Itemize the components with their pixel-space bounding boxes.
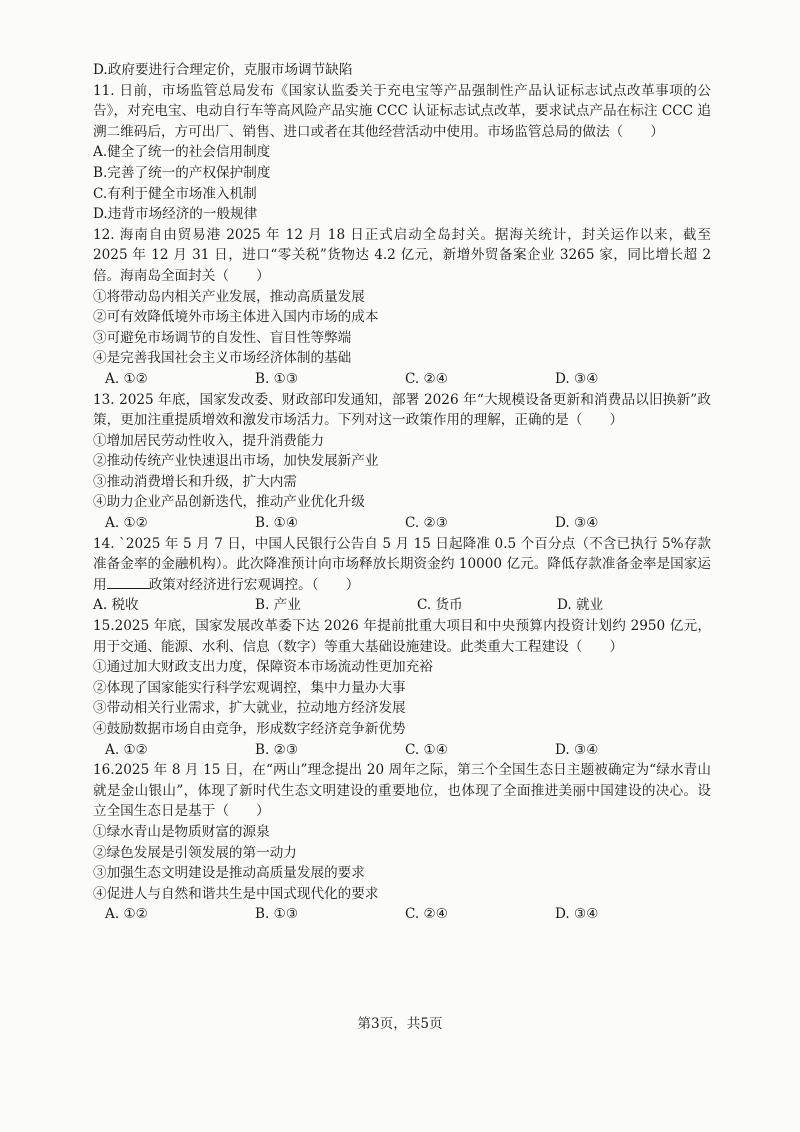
statement-2: ②推动传统产业快速退出市场，加快发展新产业 — [93, 453, 379, 470]
question-stem: 13. 2025 年底，国家发改委、财政部印发通知，部署 2026 年“大规模设备更新和消费品以旧换新”政策，更加注重提质增效和激发市场活力。下列对这一政策作用的理解，正确的是（ ） — [93, 391, 711, 429]
fill-in-blank — [107, 576, 149, 589]
option-c: C. ②④ — [405, 370, 448, 387]
page-number-footer: 第3页，共5页 — [357, 1016, 443, 1032]
statement-4: ④促进人与自然和谐共生是中国式现代化的要求 — [93, 885, 379, 902]
option-d: D. ③④ — [555, 906, 599, 923]
statement-4: ④是完善我国社会主义市场经济体制的基础 — [93, 350, 352, 367]
statement-4: ④鼓励数据市场自由竞争，形成数字经济竞争新优势 — [93, 721, 406, 737]
previous-question-option-d: D.政府要进行合理定价，克服市场调节缺陷 — [93, 62, 353, 78]
option-b: B. 产业 — [255, 597, 301, 614]
option-d: D. ③④ — [555, 741, 599, 758]
statement-2: ②绿色发展是引领发展的第一动力 — [93, 844, 297, 861]
question-14 — [93, 534, 711, 616]
option-a: A. ①② — [105, 906, 148, 923]
question-stem — [93, 534, 711, 596]
question-11 — [93, 81, 711, 225]
question-stem-part-2: 政策对经济进行宏观调控。（ ） — [148, 576, 360, 593]
option-b: B. ②③ — [255, 741, 299, 758]
statement-4: ④助力企业产品创新迭代，推动产业优化升级 — [93, 494, 365, 511]
statement-1: ①将带动岛内相关产业发展，推动高质量发展 — [93, 288, 365, 305]
question-12 — [93, 225, 711, 390]
option-c: C. ②③ — [405, 515, 448, 532]
option-a: A. 税收 — [93, 597, 139, 614]
question-15 — [93, 616, 711, 760]
question-13 — [93, 390, 711, 534]
option-d: D.违背市场经济的一般规律 — [93, 206, 258, 223]
option-a: A.健全了统一的社会信用制度 — [93, 144, 271, 161]
page-content — [93, 60, 711, 925]
option-b: B. ①③ — [255, 906, 299, 923]
statement-3: ③推动消费增长和升级，扩大内需 — [93, 473, 297, 490]
statement-3: ③加强生态文明建设是推动高质量发展的要求 — [93, 865, 365, 882]
option-c: C.有利于健全市场准入机制 — [93, 185, 257, 202]
answer-options — [93, 369, 711, 390]
question-stem-part-1: 14. `2025 年 5 月 7 日，中国人民银行公告自 5 月 15 日起降准 0.5 个百分点（不含已执行 5%存款准备金率的金融机构）。此次降准预计向市场释放长期资金约 10000 亿元。降低存款准备金率是国家运用 — [93, 535, 711, 593]
option-b: B.完善了统一的产权保护制度 — [93, 164, 271, 181]
option-a: A. ①② — [105, 515, 148, 532]
option-a: A. ①② — [105, 370, 148, 387]
question-stem: 15.2025 年底，国家发展改革委下达 2026 年提前批重大项目和中央预算内投资计划约 2950 亿元，用于交通、能源、水利、信息（数字）等重大基础设施建设。此类重大工程建设（ ） — [93, 618, 711, 655]
answer-options — [93, 904, 711, 925]
question-stem: 16.2025 年 8 月 15 日，在“两山”理念提出 20 周年之际，第三个全国生态日主题被确定为“绿水青山就是金山银山”，体现了新时代生态文明建设的重要地位，也体现了全面推进美丽中国建设的决心。设立全国生态日是基于（ ） — [93, 762, 711, 820]
option-a: A. ①② — [105, 741, 148, 758]
option-d: D. 就业 — [557, 597, 604, 614]
question-stem: 11. 日前，市场监管总局发布《国家认监委关于充电宝等产品强制性产品认证标志试点改革事项的公告》，对充电宝、电动自行车等高风险产品实施 CCC 认证标志试点改革，要求试点产品在标注 CCC 追溯二维码后，方可出厂、销售、进口或者在其他经营活动中使用。市场监管总局的做法（ ） — [93, 82, 711, 140]
statement-3: ③可避免市场调节的自发性、盲目性等弊端 — [93, 329, 352, 346]
answer-options — [93, 740, 711, 761]
statement-1: ①增加居民劳动性收入，提升消费能力 — [93, 432, 325, 449]
option-c: C. ②④ — [405, 906, 448, 923]
option-c: C. ①④ — [405, 741, 448, 758]
option-b: B. ①④ — [255, 515, 299, 532]
question-16 — [93, 760, 711, 925]
answer-options — [93, 595, 711, 616]
answer-options — [93, 513, 711, 534]
statement-2: ②体现了国家能实行科学宏观调控，集中力量办大事 — [93, 679, 406, 696]
statement-2: ②可有效降低境外市场主体进入国内市场的成本 — [93, 309, 379, 326]
option-d: D. ③④ — [555, 370, 599, 387]
question-stem: 12. 海南自由贸易港 2025 年 12 月 18 日正式启动全岛封关。据海关统计，封关运作以来，截至 2025 年 12 月 31 日，进口“零关税”货物达 4.2 亿元，新增外贸备案企业 3265 家，同比增长超 2 倍。海南岛全面封关（ ） — [93, 226, 711, 284]
option-b: B. ①③ — [255, 370, 299, 387]
statement-1: ①绿水青山是物质财富的源泉 — [93, 823, 270, 840]
statement-3: ③带动相关行业需求，扩大就业，拉动地方经济发展 — [93, 700, 406, 717]
option-d: D. ③④ — [555, 515, 599, 532]
option-c: C. 货币 — [417, 597, 463, 614]
statement-1: ①通过加大财政支出力度，保障资本市场流动性更加充裕 — [93, 659, 433, 676]
